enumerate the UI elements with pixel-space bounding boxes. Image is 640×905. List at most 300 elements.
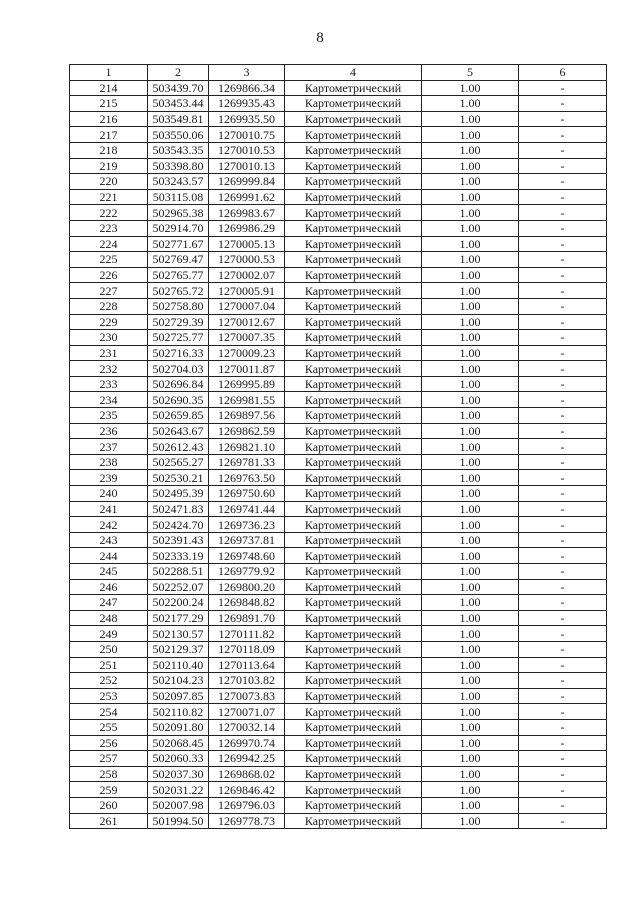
x-coordinate-cell: 501994.50 <box>148 813 209 829</box>
method-cell: Картометрический <box>285 314 422 330</box>
description-cell: - <box>519 158 607 174</box>
description-cell: - <box>519 673 607 689</box>
y-coordinate-cell: 1269983.67 <box>209 205 285 221</box>
y-coordinate-cell: 1269868.02 <box>209 766 285 782</box>
method-cell: Картометрический <box>285 626 422 642</box>
x-coordinate-cell: 502252.07 <box>148 579 209 595</box>
x-coordinate-cell: 503398.80 <box>148 158 209 174</box>
accuracy-cell: 1.00 <box>422 158 519 174</box>
method-cell: Картометрический <box>285 532 422 548</box>
table-row <box>70 408 607 424</box>
point-number-cell: 242 <box>70 517 148 533</box>
description-cell: - <box>519 142 607 158</box>
description-cell: - <box>519 626 607 642</box>
table-row <box>70 330 607 346</box>
x-coordinate-cell: 502031.22 <box>148 782 209 798</box>
description-cell: - <box>519 80 607 96</box>
accuracy-cell: 1.00 <box>422 252 519 268</box>
x-coordinate-cell: 503453.44 <box>148 96 209 112</box>
y-coordinate-cell: 1270002.07 <box>209 267 285 283</box>
method-cell: Картометрический <box>285 454 422 470</box>
description-cell: - <box>519 532 607 548</box>
x-coordinate-cell: 502091.80 <box>148 719 209 735</box>
description-cell: - <box>519 423 607 439</box>
table-row <box>70 454 607 470</box>
table-row <box>70 174 607 190</box>
header-col-3: 3 <box>209 65 285 81</box>
method-cell: Картометрический <box>285 439 422 455</box>
y-coordinate-cell: 1269995.89 <box>209 376 285 392</box>
point-number-cell: 227 <box>70 283 148 299</box>
point-number-cell: 235 <box>70 408 148 424</box>
description-cell: - <box>519 236 607 252</box>
point-number-cell: 258 <box>70 766 148 782</box>
y-coordinate-cell: 1270010.53 <box>209 142 285 158</box>
accuracy-cell: 1.00 <box>422 392 519 408</box>
point-number-cell: 248 <box>70 610 148 626</box>
x-coordinate-cell: 502104.23 <box>148 673 209 689</box>
method-cell: Картометрический <box>285 96 422 112</box>
description-cell: - <box>519 766 607 782</box>
method-cell: Картометрический <box>285 486 422 502</box>
accuracy-cell: 1.00 <box>422 564 519 580</box>
y-coordinate-cell: 1270009.23 <box>209 345 285 361</box>
coordinates-table <box>69 64 607 829</box>
point-number-cell: 249 <box>70 626 148 642</box>
description-cell: - <box>519 517 607 533</box>
point-number-cell: 243 <box>70 532 148 548</box>
y-coordinate-cell: 1269741.44 <box>209 501 285 517</box>
description-cell: - <box>519 127 607 143</box>
header-col-5: 5 <box>422 65 519 81</box>
x-coordinate-cell: 502424.70 <box>148 517 209 533</box>
method-cell: Картометрический <box>285 142 422 158</box>
description-cell: - <box>519 376 607 392</box>
accuracy-cell: 1.00 <box>422 345 519 361</box>
table-row <box>70 111 607 127</box>
y-coordinate-cell: 1269748.60 <box>209 548 285 564</box>
accuracy-cell: 1.00 <box>422 579 519 595</box>
table-row <box>70 704 607 720</box>
x-coordinate-cell: 502288.51 <box>148 564 209 580</box>
table-row <box>70 579 607 595</box>
point-number-cell: 222 <box>70 205 148 221</box>
table-row <box>70 96 607 112</box>
point-number-cell: 247 <box>70 595 148 611</box>
x-coordinate-cell: 502965.38 <box>148 205 209 221</box>
method-cell: Картометрический <box>285 751 422 767</box>
table-row <box>70 189 607 205</box>
accuracy-cell: 1.00 <box>422 673 519 689</box>
y-coordinate-cell: 1269800.20 <box>209 579 285 595</box>
method-cell: Картометрический <box>285 408 422 424</box>
table-row <box>70 564 607 580</box>
x-coordinate-cell: 502130.57 <box>148 626 209 642</box>
accuracy-cell: 1.00 <box>422 220 519 236</box>
accuracy-cell: 1.00 <box>422 532 519 548</box>
table-row <box>70 610 607 626</box>
accuracy-cell: 1.00 <box>422 361 519 377</box>
point-number-cell: 236 <box>70 423 148 439</box>
accuracy-cell: 1.00 <box>422 111 519 127</box>
table-row <box>70 532 607 548</box>
description-cell: - <box>519 751 607 767</box>
y-coordinate-cell: 1270073.83 <box>209 688 285 704</box>
x-coordinate-cell: 502110.82 <box>148 704 209 720</box>
method-cell: Картометрический <box>285 236 422 252</box>
x-coordinate-cell: 502771.67 <box>148 236 209 252</box>
method-cell: Картометрический <box>285 80 422 96</box>
header-col-4: 4 <box>285 65 422 81</box>
method-cell: Картометрический <box>285 688 422 704</box>
point-number-cell: 255 <box>70 719 148 735</box>
x-coordinate-cell: 502612.43 <box>148 439 209 455</box>
accuracy-cell: 1.00 <box>422 486 519 502</box>
x-coordinate-cell: 502765.72 <box>148 283 209 299</box>
table-row <box>70 127 607 143</box>
description-cell: - <box>519 688 607 704</box>
method-cell: Картометрический <box>285 189 422 205</box>
x-coordinate-cell: 502068.45 <box>148 735 209 751</box>
y-coordinate-cell: 1270005.13 <box>209 236 285 252</box>
x-coordinate-cell: 502200.24 <box>148 595 209 611</box>
method-cell: Картометрический <box>285 127 422 143</box>
accuracy-cell: 1.00 <box>422 142 519 158</box>
y-coordinate-cell: 1269991.62 <box>209 189 285 205</box>
y-coordinate-cell: 1270000.53 <box>209 252 285 268</box>
y-coordinate-cell: 1270005.91 <box>209 283 285 299</box>
accuracy-cell: 1.00 <box>422 501 519 517</box>
y-coordinate-cell: 1270007.35 <box>209 330 285 346</box>
x-coordinate-cell: 502769.47 <box>148 252 209 268</box>
point-number-cell: 220 <box>70 174 148 190</box>
accuracy-cell: 1.00 <box>422 688 519 704</box>
accuracy-cell: 1.00 <box>422 236 519 252</box>
y-coordinate-cell: 1270111.82 <box>209 626 285 642</box>
point-number-cell: 221 <box>70 189 148 205</box>
y-coordinate-cell: 1270007.04 <box>209 298 285 314</box>
method-cell: Картометрический <box>285 158 422 174</box>
table-row <box>70 283 607 299</box>
table-row <box>70 797 607 813</box>
y-coordinate-cell: 1269848.82 <box>209 595 285 611</box>
y-coordinate-cell: 1270032.14 <box>209 719 285 735</box>
point-number-cell: 217 <box>70 127 148 143</box>
method-cell: Картометрический <box>285 330 422 346</box>
accuracy-cell: 1.00 <box>422 174 519 190</box>
point-number-cell: 234 <box>70 392 148 408</box>
point-number-cell: 244 <box>70 548 148 564</box>
table-row <box>70 142 607 158</box>
description-cell: - <box>519 782 607 798</box>
description-cell: - <box>519 252 607 268</box>
accuracy-cell: 1.00 <box>422 283 519 299</box>
accuracy-cell: 1.00 <box>422 439 519 455</box>
x-coordinate-cell: 502530.21 <box>148 470 209 486</box>
point-number-cell: 214 <box>70 80 148 96</box>
accuracy-cell: 1.00 <box>422 735 519 751</box>
description-cell: - <box>519 813 607 829</box>
x-coordinate-cell: 502696.84 <box>148 376 209 392</box>
description-cell: - <box>519 579 607 595</box>
method-cell: Картометрический <box>285 376 422 392</box>
description-cell: - <box>519 439 607 455</box>
y-coordinate-cell: 1269891.70 <box>209 610 285 626</box>
method-cell: Картометрический <box>285 111 422 127</box>
method-cell: Картометрический <box>285 548 422 564</box>
accuracy-cell: 1.00 <box>422 408 519 424</box>
accuracy-cell: 1.00 <box>422 205 519 221</box>
y-coordinate-cell: 1269935.50 <box>209 111 285 127</box>
x-coordinate-cell: 502690.35 <box>148 392 209 408</box>
y-coordinate-cell: 1270103.82 <box>209 673 285 689</box>
description-cell: - <box>519 361 607 377</box>
accuracy-cell: 1.00 <box>422 719 519 735</box>
description-cell: - <box>519 610 607 626</box>
y-coordinate-cell: 1270010.75 <box>209 127 285 143</box>
description-cell: - <box>519 408 607 424</box>
table-row <box>70 751 607 767</box>
table-row <box>70 314 607 330</box>
description-cell: - <box>519 719 607 735</box>
description-cell: - <box>519 548 607 564</box>
point-number-cell: 226 <box>70 267 148 283</box>
table-row <box>70 735 607 751</box>
table-row <box>70 345 607 361</box>
description-cell: - <box>519 454 607 470</box>
point-number-cell: 237 <box>70 439 148 455</box>
x-coordinate-cell: 502704.03 <box>148 361 209 377</box>
accuracy-cell: 1.00 <box>422 376 519 392</box>
x-coordinate-cell: 503543.35 <box>148 142 209 158</box>
method-cell: Картометрический <box>285 797 422 813</box>
point-number-cell: 256 <box>70 735 148 751</box>
table-row <box>70 641 607 657</box>
point-number-cell: 253 <box>70 688 148 704</box>
method-cell: Картометрический <box>285 298 422 314</box>
y-coordinate-cell: 1269778.73 <box>209 813 285 829</box>
method-cell: Картометрический <box>285 205 422 221</box>
table-row <box>70 220 607 236</box>
table-row <box>70 439 607 455</box>
table-row <box>70 470 607 486</box>
point-number-cell: 246 <box>70 579 148 595</box>
point-number-cell: 245 <box>70 564 148 580</box>
table-row <box>70 548 607 564</box>
point-number-cell: 240 <box>70 486 148 502</box>
header-col-2: 2 <box>148 65 209 81</box>
accuracy-cell: 1.00 <box>422 813 519 829</box>
accuracy-cell: 1.00 <box>422 96 519 112</box>
accuracy-cell: 1.00 <box>422 314 519 330</box>
method-cell: Картометрический <box>285 345 422 361</box>
accuracy-cell: 1.00 <box>422 80 519 96</box>
accuracy-cell: 1.00 <box>422 657 519 673</box>
description-cell: - <box>519 797 607 813</box>
table-row <box>70 673 607 689</box>
point-number-cell: 225 <box>70 252 148 268</box>
y-coordinate-cell: 1269781.33 <box>209 454 285 470</box>
description-cell: - <box>519 111 607 127</box>
x-coordinate-cell: 502725.77 <box>148 330 209 346</box>
y-coordinate-cell: 1269999.84 <box>209 174 285 190</box>
accuracy-cell: 1.00 <box>422 797 519 813</box>
description-cell: - <box>519 392 607 408</box>
description-cell: - <box>519 314 607 330</box>
accuracy-cell: 1.00 <box>422 423 519 439</box>
point-number-cell: 250 <box>70 641 148 657</box>
page-number: 8 <box>316 30 324 46</box>
table-row <box>70 501 607 517</box>
point-number-cell: 241 <box>70 501 148 517</box>
y-coordinate-cell: 1269862.59 <box>209 423 285 439</box>
description-cell: - <box>519 283 607 299</box>
y-coordinate-cell: 1269763.50 <box>209 470 285 486</box>
description-cell: - <box>519 641 607 657</box>
point-number-cell: 231 <box>70 345 148 361</box>
y-coordinate-cell: 1269970.74 <box>209 735 285 751</box>
x-coordinate-cell: 502643.67 <box>148 423 209 439</box>
table-row <box>70 205 607 221</box>
accuracy-cell: 1.00 <box>422 595 519 611</box>
table-row <box>70 657 607 673</box>
point-number-cell: 254 <box>70 704 148 720</box>
point-number-cell: 261 <box>70 813 148 829</box>
description-cell: - <box>519 564 607 580</box>
y-coordinate-cell: 1269981.55 <box>209 392 285 408</box>
header-col-6: 6 <box>519 65 607 81</box>
description-cell: - <box>519 345 607 361</box>
method-cell: Картометрический <box>285 813 422 829</box>
point-number-cell: 223 <box>70 220 148 236</box>
description-cell: - <box>519 735 607 751</box>
y-coordinate-cell: 1270113.64 <box>209 657 285 673</box>
x-coordinate-cell: 503550.06 <box>148 127 209 143</box>
description-cell: - <box>519 96 607 112</box>
x-coordinate-cell: 502129.37 <box>148 641 209 657</box>
accuracy-cell: 1.00 <box>422 267 519 283</box>
table-row <box>70 766 607 782</box>
y-coordinate-cell: 1269986.29 <box>209 220 285 236</box>
y-coordinate-cell: 1269821.10 <box>209 439 285 455</box>
method-cell: Картометрический <box>285 470 422 486</box>
method-cell: Картометрический <box>285 719 422 735</box>
table-row <box>70 252 607 268</box>
description-cell: - <box>519 205 607 221</box>
x-coordinate-cell: 502765.77 <box>148 267 209 283</box>
table-row <box>70 423 607 439</box>
description-cell: - <box>519 267 607 283</box>
y-coordinate-cell: 1270118.09 <box>209 641 285 657</box>
accuracy-cell: 1.00 <box>422 641 519 657</box>
point-number-cell: 252 <box>70 673 148 689</box>
accuracy-cell: 1.00 <box>422 330 519 346</box>
table-row <box>70 80 607 96</box>
method-cell: Картометрический <box>285 517 422 533</box>
point-number-cell: 257 <box>70 751 148 767</box>
description-cell: - <box>519 220 607 236</box>
x-coordinate-cell: 502914.70 <box>148 220 209 236</box>
table-body <box>70 80 607 829</box>
table-row <box>70 626 607 642</box>
y-coordinate-cell: 1269796.03 <box>209 797 285 813</box>
table-row <box>70 392 607 408</box>
method-cell: Картометрический <box>285 174 422 190</box>
method-cell: Картометрический <box>285 657 422 673</box>
method-cell: Картометрический <box>285 267 422 283</box>
method-cell: Картометрический <box>285 283 422 299</box>
y-coordinate-cell: 1269942.25 <box>209 751 285 767</box>
point-number-cell: 219 <box>70 158 148 174</box>
description-cell: - <box>519 470 607 486</box>
point-number-cell: 228 <box>70 298 148 314</box>
accuracy-cell: 1.00 <box>422 470 519 486</box>
accuracy-cell: 1.00 <box>422 766 519 782</box>
x-coordinate-cell: 502471.83 <box>148 501 209 517</box>
method-cell: Картометрический <box>285 423 422 439</box>
y-coordinate-cell: 1269750.60 <box>209 486 285 502</box>
point-number-cell: 216 <box>70 111 148 127</box>
y-coordinate-cell: 1269779.92 <box>209 564 285 580</box>
description-cell: - <box>519 501 607 517</box>
x-coordinate-cell: 502758.80 <box>148 298 209 314</box>
x-coordinate-cell: 502333.19 <box>148 548 209 564</box>
table-row <box>70 782 607 798</box>
accuracy-cell: 1.00 <box>422 548 519 564</box>
x-coordinate-cell: 502716.33 <box>148 345 209 361</box>
method-cell: Картометрический <box>285 673 422 689</box>
header-col-1: 1 <box>70 65 148 81</box>
method-cell: Картометрический <box>285 766 422 782</box>
point-number-cell: 251 <box>70 657 148 673</box>
point-number-cell: 238 <box>70 454 148 470</box>
x-coordinate-cell: 502060.33 <box>148 751 209 767</box>
y-coordinate-cell: 1270071.07 <box>209 704 285 720</box>
x-coordinate-cell: 503243.57 <box>148 174 209 190</box>
point-number-cell: 259 <box>70 782 148 798</box>
accuracy-cell: 1.00 <box>422 127 519 143</box>
point-number-cell: 260 <box>70 797 148 813</box>
method-cell: Картометрический <box>285 579 422 595</box>
method-cell: Картометрический <box>285 361 422 377</box>
x-coordinate-cell: 502037.30 <box>148 766 209 782</box>
accuracy-cell: 1.00 <box>422 610 519 626</box>
x-coordinate-cell: 502097.85 <box>148 688 209 704</box>
method-cell: Картометрический <box>285 735 422 751</box>
table-row <box>70 267 607 283</box>
description-cell: - <box>519 486 607 502</box>
accuracy-cell: 1.00 <box>422 704 519 720</box>
method-cell: Картометрический <box>285 641 422 657</box>
description-cell: - <box>519 189 607 205</box>
description-cell: - <box>519 595 607 611</box>
point-number-cell: 230 <box>70 330 148 346</box>
point-number-cell: 224 <box>70 236 148 252</box>
table-row <box>70 813 607 829</box>
accuracy-cell: 1.00 <box>422 298 519 314</box>
description-cell: - <box>519 298 607 314</box>
description-cell: - <box>519 330 607 346</box>
y-coordinate-cell: 1269846.42 <box>209 782 285 798</box>
x-coordinate-cell: 503549.81 <box>148 111 209 127</box>
x-coordinate-cell: 502391.43 <box>148 532 209 548</box>
y-coordinate-cell: 1269935.43 <box>209 96 285 112</box>
y-coordinate-cell: 1270010.13 <box>209 158 285 174</box>
table-row <box>70 361 607 377</box>
accuracy-cell: 1.00 <box>422 626 519 642</box>
table-row <box>70 158 607 174</box>
point-number-cell: 232 <box>70 361 148 377</box>
